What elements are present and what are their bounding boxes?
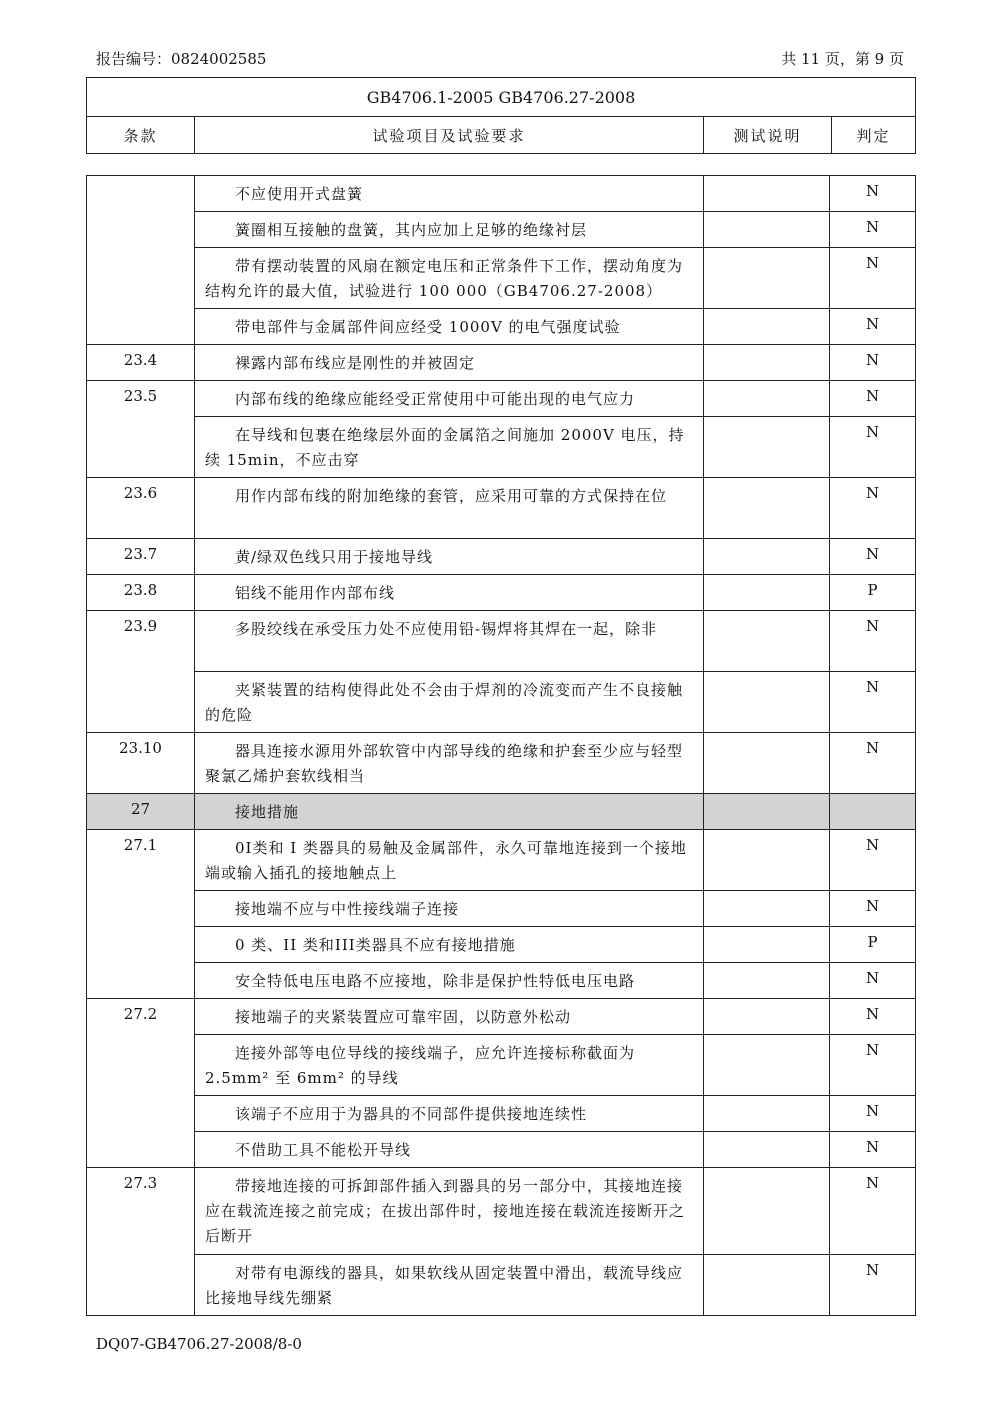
clause-cell bbox=[87, 176, 195, 345]
requirement-cell: 0I类和 I 类器具的易触及金属部件，永久可靠地连接到一个接地端或输入插孔的接地触点上 bbox=[195, 830, 704, 891]
remark-cell bbox=[704, 611, 830, 672]
section-title: 接地措施 bbox=[195, 794, 704, 830]
verdict-cell: P bbox=[830, 575, 916, 611]
report-number: 报告编号：0824002585 bbox=[96, 50, 267, 68]
requirement-cell: 安全特低电压电路不应接地，除非是保护性特低电压电路 bbox=[195, 963, 704, 999]
requirement-cell: 多股绞线在承受压力处不应使用铅-锡焊将其焊在一起，除非 bbox=[195, 611, 704, 672]
verdict-cell: N bbox=[830, 176, 916, 212]
remark-cell bbox=[704, 1035, 830, 1096]
requirement-cell: 裸露内部布线应是刚性的并被固定 bbox=[195, 345, 704, 381]
table-row bbox=[87, 927, 916, 963]
table-row bbox=[87, 212, 916, 248]
requirement-cell: 簧圈相互接触的盘簧，其内应加上足够的绝缘衬层 bbox=[195, 212, 704, 248]
remark-cell bbox=[704, 345, 830, 381]
remark-cell bbox=[704, 212, 830, 248]
requirement-cell: 用作内部布线的附加绝缘的套管，应采用可靠的方式保持在位 bbox=[195, 478, 704, 539]
verdict-cell: N bbox=[830, 611, 916, 672]
table-row bbox=[87, 672, 916, 733]
remark-cell bbox=[704, 999, 830, 1035]
remark-cell bbox=[704, 963, 830, 999]
column-header-requirement: 试验项目及试验要求 bbox=[195, 117, 704, 154]
requirement-cell: 连接外部等电位导线的接线端子，应允许连接标称截面为 2.5mm² 至 6mm² 的导线 bbox=[195, 1035, 704, 1096]
table-row bbox=[87, 963, 916, 999]
remark-cell bbox=[704, 672, 830, 733]
clause-cell: 23.4 bbox=[87, 345, 195, 381]
remark-cell bbox=[704, 1096, 830, 1132]
requirement-cell: 接地端不应与中性接线端子连接 bbox=[195, 891, 704, 927]
requirement-cell: 不借助工具不能松开导线 bbox=[195, 1132, 704, 1168]
verdict-cell: N bbox=[830, 345, 916, 381]
verdict-cell: N bbox=[830, 672, 916, 733]
table-header bbox=[86, 77, 916, 154]
table-row bbox=[87, 891, 916, 927]
requirement-cell: 夹紧装置的结构使得此处不会由于焊剂的冷流变而产生不良接触的危险 bbox=[195, 672, 704, 733]
table-row bbox=[87, 733, 916, 794]
requirement-cell: 器具连接水源用外部软管中内部导线的绝缘和护套至少应与轻型聚氯乙烯护套软线相当 bbox=[195, 733, 704, 794]
requirement-cell: 不应使用开式盘簧 bbox=[195, 176, 704, 212]
verdict-cell: N bbox=[830, 248, 916, 309]
table-row bbox=[87, 176, 916, 212]
verdict-cell: N bbox=[830, 309, 916, 345]
requirement-cell: 在导线和包裹在绝缘层外面的金属箔之间施加 2000V 电压，持续 15min，不应击穿 bbox=[195, 417, 704, 478]
table-row bbox=[87, 999, 916, 1035]
standards-title: GB4706.1-2005 GB4706.27-2008 bbox=[87, 78, 916, 117]
table-row bbox=[87, 539, 916, 575]
table-row bbox=[87, 1096, 916, 1132]
clause-cell: 23.5 bbox=[87, 381, 195, 478]
clause-cell: 23.8 bbox=[87, 575, 195, 611]
column-header-clause: 条款 bbox=[87, 117, 195, 154]
table-row bbox=[87, 1168, 916, 1255]
table-row bbox=[87, 345, 916, 381]
table-row bbox=[87, 309, 916, 345]
requirement-cell: 带有摆动装置的风扇在额定电压和正常条件下工作，摆动角度为结构允许的最大值，试验进行 100 000（GB4706.27-2008） bbox=[195, 248, 704, 309]
requirement-cell: 铝线不能用作内部布线 bbox=[195, 575, 704, 611]
page-header bbox=[96, 48, 904, 70]
verdict-cell: N bbox=[830, 417, 916, 478]
remark-cell bbox=[704, 891, 830, 927]
table-row bbox=[87, 381, 916, 417]
table-row bbox=[87, 1035, 916, 1096]
clause-cell: 27.3 bbox=[87, 1168, 195, 1316]
remark-cell bbox=[704, 794, 830, 830]
requirement-cell: 0 类、II 类和III类器具不应有接地措施 bbox=[195, 927, 704, 963]
seal-stamp bbox=[972, 700, 1000, 910]
verdict-cell: N bbox=[830, 1168, 916, 1255]
clause-cell: 23.10 bbox=[87, 733, 195, 794]
document-code: DQ07-GB4706.27-2008/8-0 bbox=[96, 1335, 302, 1353]
test-requirements-table bbox=[86, 175, 916, 1316]
clause-cell: 23.6 bbox=[87, 478, 195, 539]
remark-cell bbox=[704, 830, 830, 891]
verdict-cell: N bbox=[830, 1096, 916, 1132]
remark-cell bbox=[704, 248, 830, 309]
remark-cell bbox=[704, 575, 830, 611]
table-row bbox=[87, 830, 916, 891]
verdict-cell: N bbox=[830, 963, 916, 999]
requirement-cell: 内部布线的绝缘应能经受正常使用中可能出现的电气应力 bbox=[195, 381, 704, 417]
remark-cell bbox=[704, 417, 830, 478]
verdict-cell bbox=[830, 794, 916, 830]
remark-cell bbox=[704, 1168, 830, 1255]
column-header-remark: 测试说明 bbox=[704, 117, 832, 154]
verdict-cell: N bbox=[830, 830, 916, 891]
remark-cell bbox=[704, 1132, 830, 1168]
section-row bbox=[87, 794, 916, 830]
remark-cell bbox=[704, 478, 830, 539]
table-row bbox=[87, 1132, 916, 1168]
requirement-cell: 带电部件与金属部件间应经受 1000V 的电气强度试验 bbox=[195, 309, 704, 345]
remark-cell bbox=[704, 1255, 830, 1316]
clause-cell: 23.7 bbox=[87, 539, 195, 575]
verdict-cell: N bbox=[830, 539, 916, 575]
remark-cell bbox=[704, 539, 830, 575]
verdict-cell: N bbox=[830, 891, 916, 927]
requirement-cell: 带接地连接的可拆卸部件插入到器具的另一部分中，其接地连接应在载流连接之前完成；在拔出部件时，接地连接在载流连接断开之后断开 bbox=[195, 1168, 704, 1255]
clause-cell: 27.2 bbox=[87, 999, 195, 1168]
requirement-cell: 接地端子的夹紧装置应可靠牢固，以防意外松动 bbox=[195, 999, 704, 1035]
verdict-cell: N bbox=[830, 1132, 916, 1168]
remark-cell bbox=[704, 381, 830, 417]
requirement-cell: 该端子不应用于为器具的不同部件提供接地连续性 bbox=[195, 1096, 704, 1132]
table-row bbox=[87, 417, 916, 478]
verdict-cell: N bbox=[830, 1035, 916, 1096]
remark-cell bbox=[704, 176, 830, 212]
clause-cell: 27 bbox=[87, 794, 195, 830]
remark-cell bbox=[704, 309, 830, 345]
requirement-cell: 对带有电源线的器具，如果软线从固定装置中滑出，载流导线应比接地导线先绷紧 bbox=[195, 1255, 704, 1316]
verdict-cell: P bbox=[830, 927, 916, 963]
verdict-cell: N bbox=[830, 733, 916, 794]
remark-cell bbox=[704, 733, 830, 794]
requirement-cell: 黄/绿双色线只用于接地导线 bbox=[195, 539, 704, 575]
table-row bbox=[87, 1255, 916, 1316]
verdict-cell: N bbox=[830, 381, 916, 417]
verdict-cell: N bbox=[830, 999, 916, 1035]
verdict-cell: N bbox=[830, 1255, 916, 1316]
clause-cell: 23.9 bbox=[87, 611, 195, 733]
table-row bbox=[87, 248, 916, 309]
verdict-cell: N bbox=[830, 478, 916, 539]
table-row bbox=[87, 478, 916, 539]
clause-cell: 27.1 bbox=[87, 830, 195, 999]
remark-cell bbox=[704, 927, 830, 963]
verdict-cell: N bbox=[830, 212, 916, 248]
page-count: 共 11 页，第 9 页 bbox=[781, 50, 904, 68]
table-row bbox=[87, 575, 916, 611]
table-row bbox=[87, 611, 916, 672]
column-header-verdict: 判定 bbox=[832, 117, 916, 154]
